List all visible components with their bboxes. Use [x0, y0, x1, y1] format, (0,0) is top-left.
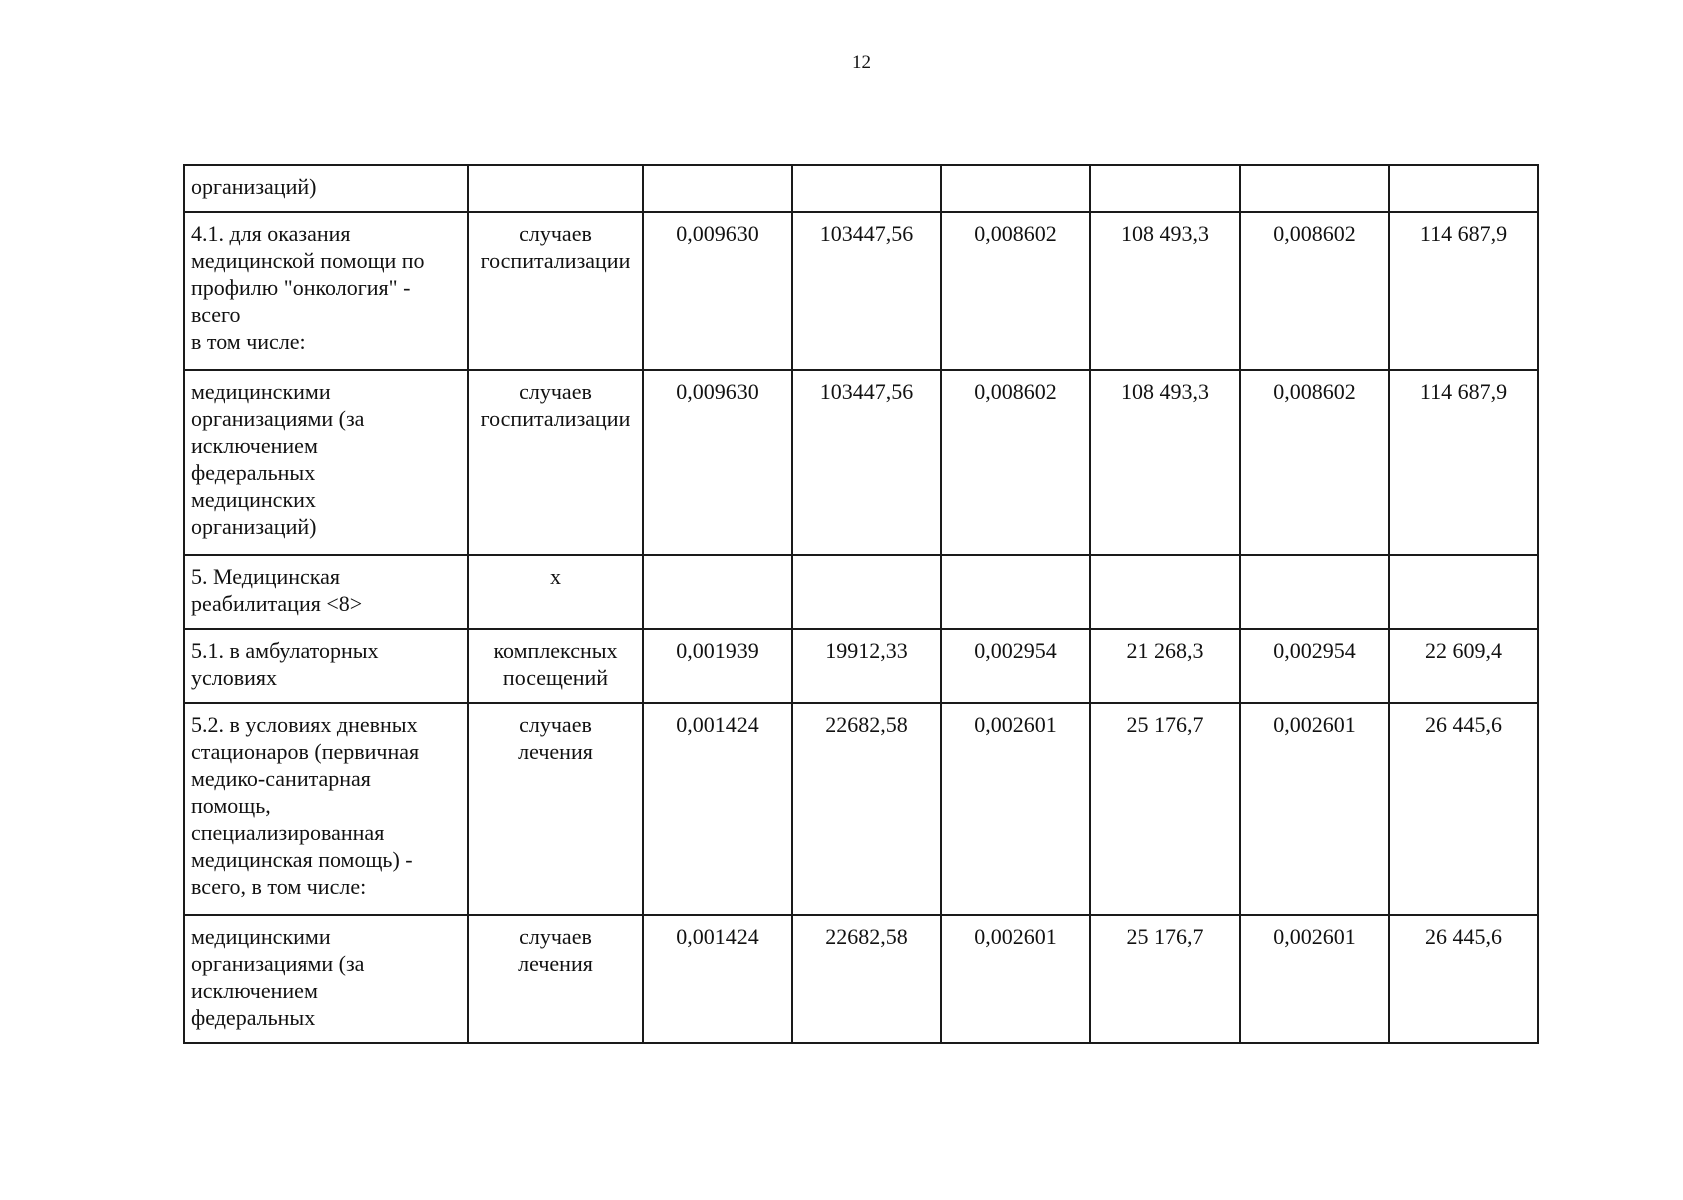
table-row	[184, 555, 1538, 629]
page-number: 12	[852, 52, 871, 73]
unit-cell	[468, 165, 643, 212]
unit-text: случаев госпитализации	[480, 379, 631, 431]
value-cell	[1240, 165, 1389, 212]
value-cell	[1240, 555, 1389, 629]
value-cell	[1240, 629, 1389, 703]
unit-cell	[468, 555, 643, 629]
unit-cell	[468, 915, 643, 1043]
value-cell	[1389, 915, 1538, 1043]
value-cell	[792, 370, 941, 555]
value-text: 25 176,7	[1126, 924, 1204, 949]
unit-text: случаев госпитализации	[480, 221, 631, 273]
table-row	[184, 703, 1538, 915]
value-cell	[643, 212, 792, 370]
unit-text: x	[550, 564, 561, 589]
value-cell	[792, 555, 941, 629]
value-cell	[1389, 629, 1538, 703]
value-text: 0,001939	[676, 638, 759, 663]
table-row	[184, 629, 1538, 703]
unit-text: случаев лечения	[518, 924, 593, 976]
unit-text: случаев лечения	[518, 712, 593, 764]
value-cell	[1240, 212, 1389, 370]
value-text: 0,008602	[1273, 379, 1356, 404]
value-text: 22 609,4	[1425, 638, 1502, 663]
value-cell	[643, 370, 792, 555]
value-text: 108 493,3	[1121, 379, 1209, 404]
value-text: 114 687,9	[1419, 379, 1508, 404]
row-name-text: медицинскими организациями (за исключением федеральных медицинских организаций)	[191, 379, 365, 539]
value-cell	[1240, 915, 1389, 1043]
value-cell	[941, 212, 1090, 370]
value-text: 25 176,7	[1126, 712, 1204, 737]
value-cell	[1389, 703, 1538, 915]
value-cell	[941, 165, 1090, 212]
value-cell	[1240, 370, 1389, 555]
value-text: 103447,56	[819, 379, 914, 404]
value-cell	[1090, 915, 1240, 1043]
value-cell	[792, 915, 941, 1043]
value-text: 19912,33	[825, 638, 908, 663]
medical-care-table	[183, 164, 1539, 1044]
row-name-text: медицинскими организациями (за исключением федеральных	[191, 924, 365, 1030]
value-cell	[941, 703, 1090, 915]
value-cell	[643, 629, 792, 703]
value-text: 0,001424	[676, 712, 759, 737]
value-cell	[792, 629, 941, 703]
value-cell	[792, 165, 941, 212]
value-cell	[1389, 370, 1538, 555]
value-cell	[792, 212, 941, 370]
value-text: 0,008602	[974, 379, 1057, 404]
value-text: 21 268,3	[1126, 638, 1204, 663]
value-text: 22682,58	[825, 712, 908, 737]
value-cell	[941, 370, 1090, 555]
table-row	[184, 165, 1538, 212]
value-text: 0,008602	[974, 221, 1057, 246]
value-text: 26 445,6	[1425, 712, 1502, 737]
value-cell	[1090, 165, 1240, 212]
value-text: 26 445,6	[1425, 924, 1502, 949]
table-row	[184, 370, 1538, 555]
value-text: 0,009630	[676, 221, 759, 246]
value-cell	[1090, 555, 1240, 629]
value-text: 0,009630	[676, 379, 759, 404]
value-text: 0,002601	[974, 712, 1057, 737]
value-cell	[643, 555, 792, 629]
value-cell	[941, 555, 1090, 629]
value-text: 0,002601	[1273, 924, 1356, 949]
unit-cell	[468, 370, 643, 555]
value-text: 114 687,9	[1419, 221, 1508, 246]
row-name-text: 5. Медицинская реабилитация <8>	[191, 564, 363, 616]
value-text: 0,002601	[1273, 712, 1356, 737]
value-cell	[1090, 629, 1240, 703]
value-text: 0,002954	[1273, 638, 1356, 663]
row-name-cell	[184, 629, 468, 703]
value-cell	[643, 915, 792, 1043]
value-cell	[1090, 212, 1240, 370]
row-name-text: организаций)	[191, 174, 317, 199]
value-cell	[1090, 703, 1240, 915]
value-text: 0,001424	[676, 924, 759, 949]
value-cell	[1240, 703, 1389, 915]
value-text: 0,008602	[1273, 221, 1356, 246]
row-name-text: 5.2. в условиях дневных стационаров (первичная медико-санитарная помощь, специализированная медицинская помощь) - всего, в том числе:	[191, 712, 420, 899]
value-text: 22682,58	[825, 924, 908, 949]
value-cell	[941, 915, 1090, 1043]
value-text: 103447,56	[819, 221, 914, 246]
row-name-cell	[184, 165, 468, 212]
value-cell	[643, 165, 792, 212]
row-name-cell	[184, 703, 468, 915]
value-cell	[792, 703, 941, 915]
value-cell	[1389, 165, 1538, 212]
row-name-text: 5.1. в амбулаторных условиях	[191, 638, 379, 690]
value-cell	[643, 703, 792, 915]
unit-text: комплексных посещений	[493, 638, 618, 690]
unit-cell	[468, 212, 643, 370]
table-row	[184, 212, 1538, 370]
value-cell	[1389, 212, 1538, 370]
row-name-cell	[184, 212, 468, 370]
value-cell	[941, 629, 1090, 703]
row-name-cell	[184, 915, 468, 1043]
value-text: 0,002601	[974, 924, 1057, 949]
value-text: 108 493,3	[1121, 221, 1209, 246]
unit-cell	[468, 703, 643, 915]
value-text: 0,002954	[974, 638, 1057, 663]
table-row	[184, 915, 1538, 1043]
row-name-cell	[184, 555, 468, 629]
row-name-text: 4.1. для оказания медицинской помощи по профилю "онкология" - всего в том числе:	[191, 221, 425, 354]
row-name-cell	[184, 370, 468, 555]
value-cell	[1389, 555, 1538, 629]
value-cell	[1090, 370, 1240, 555]
unit-cell	[468, 629, 643, 703]
